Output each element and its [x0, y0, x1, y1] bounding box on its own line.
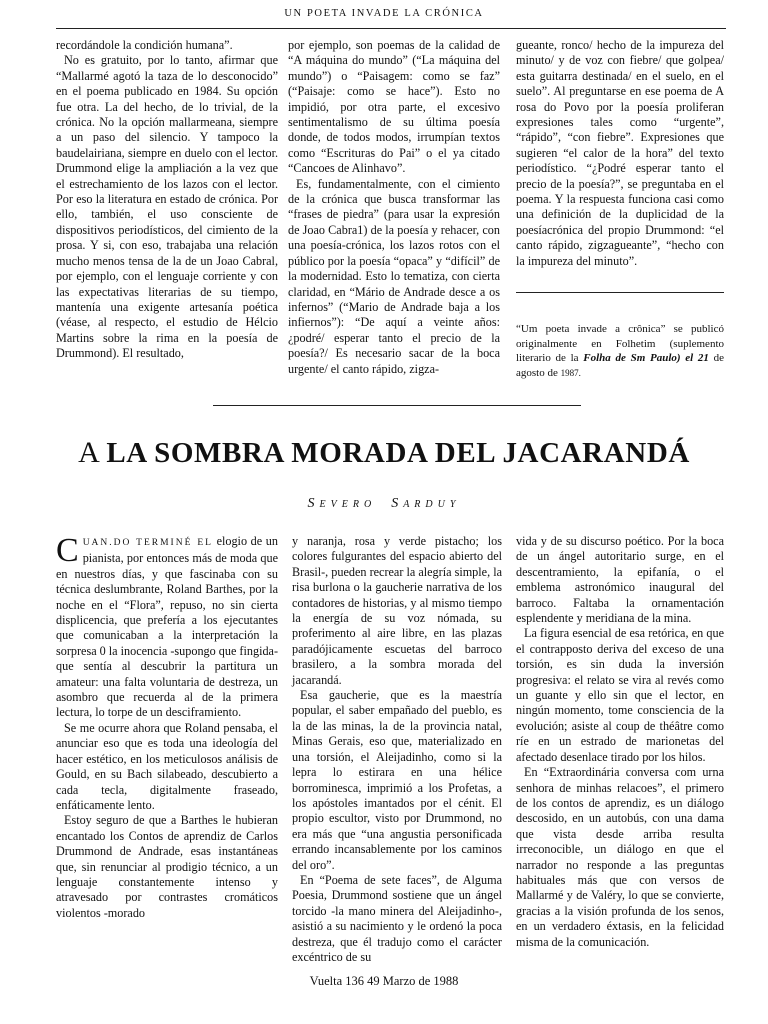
byline-initial: S — [307, 496, 320, 511]
paragraph: por ejemplo, son poemas de la calidad de “A máquina do mundo” (“La máquina del mundo”) o “Paisagem: como se faz” (“Paisaje: como se hace”). Esto no impidió, por otra parte, el excesivo sentimentalismo de su última poesía donde, de todos modos, irrumpían textos como “Escrituras do Pai” o el ya citado “Cancoes de Alinhavo”. — [288, 38, 500, 176]
paragraph: gueante, ronco/ hecho de la impureza del minuto/ y de voz con fiebre/ que golpea/ esta guitarra destinada/ en el suelo, en el suelo”. Al preguntarse en ese poema de A rosa do Povo por la poesía proliferan expresiones tales como “urgente”, “rápido”, “con fiebre”. Expresiones que sugieren “el calor de la hora” del texto periodístico. “¿Podré esperar tanto el precio de la poesía?”, se preguntaba en el poema. Y la respuesta funciona casi como una definición de la duplicidad de la poesíacrónica del propio Drummond: “el canto rápido, zigzagueante”, “hecho con la impureza del minuto”. — [516, 38, 724, 268]
article1-column-1 — [56, 38, 278, 362]
title-initial: A — [78, 436, 101, 469]
footnote-year: 1987. — [560, 367, 581, 378]
paragraph: y naranja, rosa y verde pistacho; los colores fulgurantes del espacio abierto del Brasil-, pueden recrear la alegría simple, la risa burlona o la gaucherie narrativa de los contadores de historias, y al mismo tiempo la energía de su voz nómada, su proferimento al aire libre, en las plazas paradójicamente escuetas del barroco brasilero, a la sombra morada del jacarandá. — [292, 534, 502, 687]
footnote-date: de agosto de — [516, 352, 725, 379]
footnote-text: “Um poeta invade a crônica” se publicó originalmente en Folhetim (suplemento literario de la — [516, 323, 724, 365]
running-head: UN POETA INVADE LA CRÓNICA — [284, 8, 484, 19]
title-text: LA SOMBRA MORADA DEL JACARANDÁ — [106, 437, 690, 469]
lead-smallcaps: UAN.DO TERMINÉ EL — [82, 538, 213, 548]
paragraph: En “Poema de sete faces”, de Alguma Poesia, Drummond sostiene que un ángel torcido -la mano minera del Aleijadinho-, asistió a su nacimiento y le ordenó la poca destreza, que él tradujo como el carácter excéntrico de su — [292, 872, 502, 964]
paragraph: vida y de su discurso poético. Por la boca de un ángel autoritario surge, en el descentramiento, la epifanía, o el emblema astronómico inaugural del barroco. Faltaba la ornamentación esplendente y meridiana de la mina. — [516, 534, 724, 626]
footnote-source: Folha de Sm Paulo) el 21 — [583, 352, 709, 365]
article2-column-2 — [292, 534, 502, 965]
footnote — [516, 322, 724, 380]
byline-last: ARDUY — [403, 499, 461, 510]
byline-first: EVERO — [319, 499, 377, 510]
page-footer: Vuelta 136 49 Marzo de 1988 — [309, 974, 459, 988]
article1-column-3 — [516, 38, 724, 269]
paragraph: Estoy seguro de que a Barthes le hubieran encantado los Contos de aprendiz de Carlos Drummond de Andrade, esas instantáneas que, sin renunciar al prodigio técnico, a un lenguaje constantemente intenso y atravesado por contrastes cromáticos violentos -morado — [56, 813, 278, 920]
article1-column-2 — [288, 38, 500, 377]
section-divider — [213, 405, 581, 406]
byline-initial: S — [391, 496, 404, 511]
paragraph: Se me ocurre ahora que Roland pensaba, el anunciar eso que es toda una ideología del hacer estético, en los meticulosos análisis de Gould, en su Bach silabeado, descubierto a cada tecla, digitalmente fraseado, enfáticamente lento. — [56, 720, 278, 812]
paragraph: No es gratuito, por lo tanto, afirmar que “Mallarmé agotó la taza de lo desconocido” en el poema publicado en 1984. Su opción fue otra. La del hecho, de lo trivial, de la crónica. No la opción mallarmeana, siempre a un paso del silencio. Y tampoco la baudelairiana, siempre en duelo con el lector. Drummond elige la ampliación a la vez que el estrechamiento de los lazos con el lector. Por eso la literatura en estado de crónica. Por ello, también, el uso consciente de dispositivos periodísticos, del cimiento de la prosa. Y si, con eso, trabajaba una relación mucho menos tensa de la de un Joao Cabral, por ejemplo, con el lenguaje corriente y con las expectativas literarias de su tiempo, mantenía una exigente artesanía poética (véase, al respecto, el estudio de Hélcio Martins sobre la rima en la poesía de Drummond). El resultado, — [56, 53, 278, 361]
footnote-rule — [516, 292, 724, 293]
article2-column-1 — [56, 534, 278, 921]
article-title — [0, 436, 768, 470]
paragraph: Esa gaucherie, que es la maestría popular, el saber empañado del pueblo, es la de las minas, la de la provincia natal, Minas Gerais, eso que, materializado en una torsión, el Aleijadinho, como si la lepra lo estirara en una hélice borrominesca, imprimió a los Profetas, a los apóstoles imantados por el cénit. El propio escultor, visto por Drummond, no era más que “una angustia personificada errando incansablemente por los caminos del oro”. — [292, 688, 502, 872]
article2-column-3 — [516, 534, 724, 950]
header-rule — [56, 28, 726, 29]
lead-text: elogio de un pianista, por entonces más de moda que en nuestros días, y que fascinaba con su técnica deslumbrante, Roland Barthes, por la noche en el “Flora”, repuso, no sin cierta displicencia, que prefería a los ejecutantes que comunicaban a la interpretación la sorpresa 0 la inocencia -supongo que fingida- que sentía al descubrir la partitura un amateur: una falta voluntaria de destreza, un asombro que recuerda al de la primera lectura, lo torpe de un desciframiento. — [56, 534, 279, 720]
paragraph: La figura esencial de esa retórica, en que el contrapposto deriva del exceso de una torsión, es sin duda la inversión progresiva: el relato se vira al revés como un guante y ello sin que el lector, en ningún momento, tome consciencia de la evolución; asiste al coup de théâtre como ríe en un estrado de marionetas del afectado desenlace tirado por los hilos. — [516, 626, 724, 764]
paragraph: Es, fundamentalmente, con el cimiento de la crónica que busca transformar las “frases de piedra” (para usar la expresión de Joao Cabra1) de la poesía y rehacer, con una poesía-crónica, los lazos rotos con el público por la poesía “opaca” y “difícil” de la modernidad. Esto lo tematiza, con cierta claridad, en “Mário de Andrade desce a os infernos” (“Mario de Andrade baja a los infiernos”): “De aquí a veinte años: ¿podré/ esperar tanto el precio de la poesía?/ Es necesario sacar de la boca urgente/ el canto rápido, zigza- — [288, 176, 500, 376]
lead-paragraph — [56, 534, 278, 721]
paragraph: En “Extraordinária conversa com urna senhora de minhas relacoes”, el primero de los contos de aprendiz, es un diálogo descosido, en un autobús, con una dama que vista desde arriba resulta irreconocible, un diálogo en que el narrador no responde a las preguntas habituales más que con versos de Mallarmé y de Valéry, lo que se convierte, gracias a la visión profunda de los senos, en un verdadero éxtasis, en la felicidad misma de la comunicación. — [516, 765, 724, 949]
paragraph: recordándole la condición humana”. — [56, 38, 233, 52]
drop-cap: C — [56, 532, 79, 569]
byline — [0, 496, 768, 512]
